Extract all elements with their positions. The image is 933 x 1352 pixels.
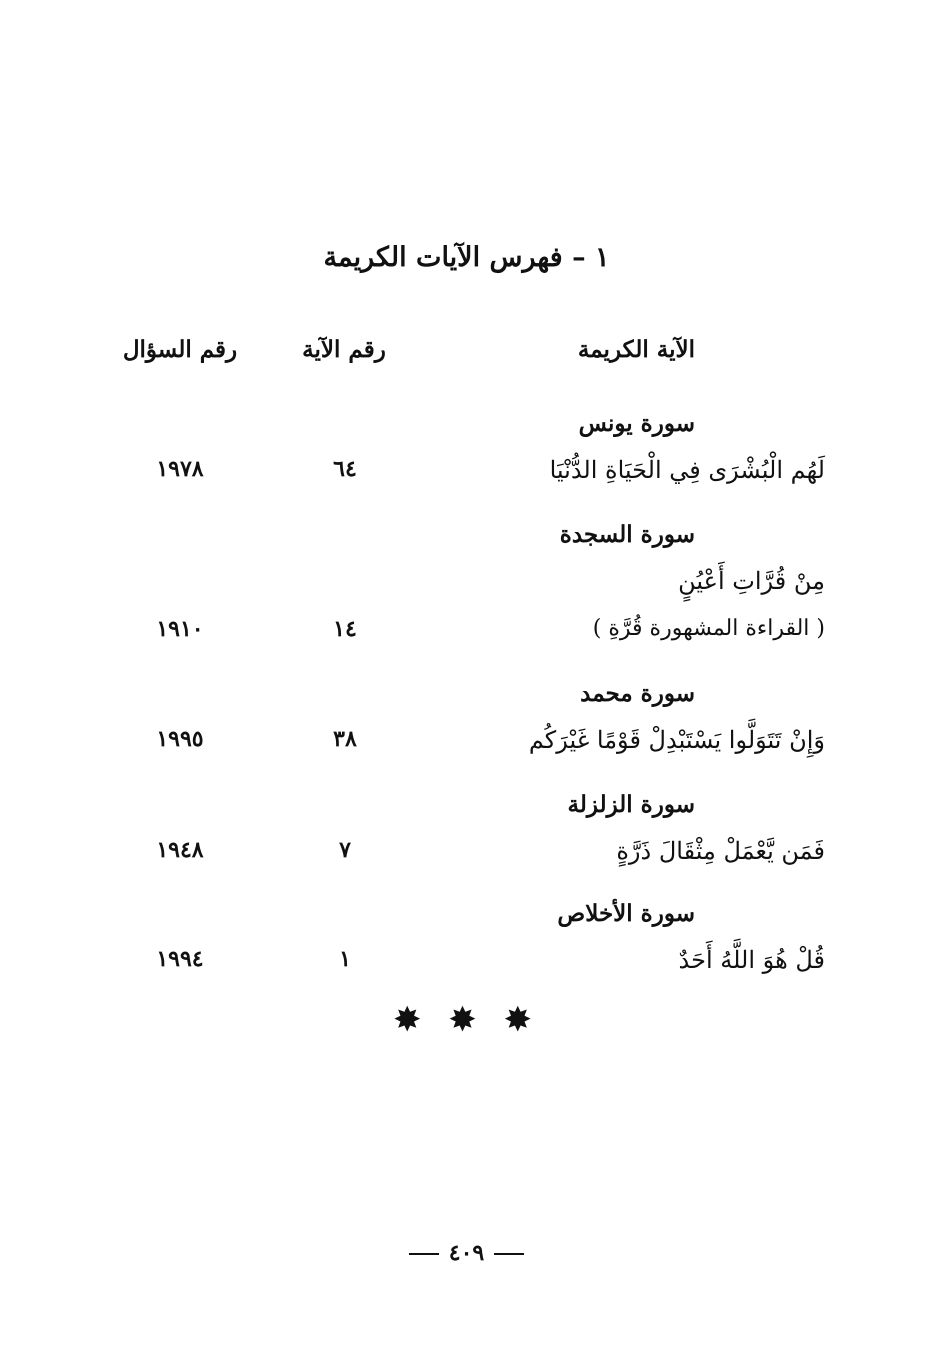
surah-heading: سورة الزلزلة <box>567 791 695 818</box>
surah-heading: سورة محمد <box>580 680 695 707</box>
ayah-number: ٦٤ <box>333 456 357 482</box>
question-number: ١٩٤٨ <box>156 837 204 863</box>
ornament-stars: ✸ ✸ ✸ <box>392 1000 541 1040</box>
ayah-number: ٣٨ <box>333 726 357 752</box>
verse-text: وَإِنْ تَتَوَلَّوا يَسْتَبْدِلْ قَوْمًا غَيْرَكُم <box>528 726 825 754</box>
dash-left <box>409 1253 439 1255</box>
surah-heading: سورة السجدة <box>559 521 695 548</box>
verse-text: مِنْ قُرَّاتِ أَعْيُنٍ <box>678 567 825 595</box>
column-header-verse: الآية الكريمة <box>577 336 695 363</box>
question-number: ١٩٩٥ <box>156 726 204 752</box>
question-number: ١٩١٠ <box>156 616 204 642</box>
column-header-question-number: رقم السؤال <box>122 336 238 363</box>
question-number: ١٩٧٨ <box>156 456 204 482</box>
dash-right <box>494 1253 524 1255</box>
ayah-number: ٧ <box>339 837 351 863</box>
page-number-text: ٤٠٩ <box>448 1240 485 1266</box>
column-header-ayah-number: رقم الآية <box>302 336 386 363</box>
ayah-number: ١ <box>339 946 351 972</box>
page-title: ١ – فهرس الآيات الكريمة <box>323 242 610 273</box>
verse-text: قُلْ هُوَ اللَّهُ أَحَدٌ <box>678 946 825 974</box>
verse-text: لَهُم الْبُشْرَى فِي الْحَيَاةِ الدُّنْيَا <box>549 456 825 484</box>
surah-heading: سورة الأخلاص <box>557 900 695 927</box>
question-number: ١٩٩٤ <box>156 946 204 972</box>
verse-text: فَمَن يَّعْمَلْ مِثْقَالَ ذَرَّةٍ <box>616 837 825 865</box>
surah-heading: سورة يونس <box>578 410 695 437</box>
verse-note: ( القراءة المشهورة قُرَّةِ ) <box>592 616 825 641</box>
page-number <box>0 1240 933 1266</box>
ayah-number: ١٤ <box>333 616 357 642</box>
